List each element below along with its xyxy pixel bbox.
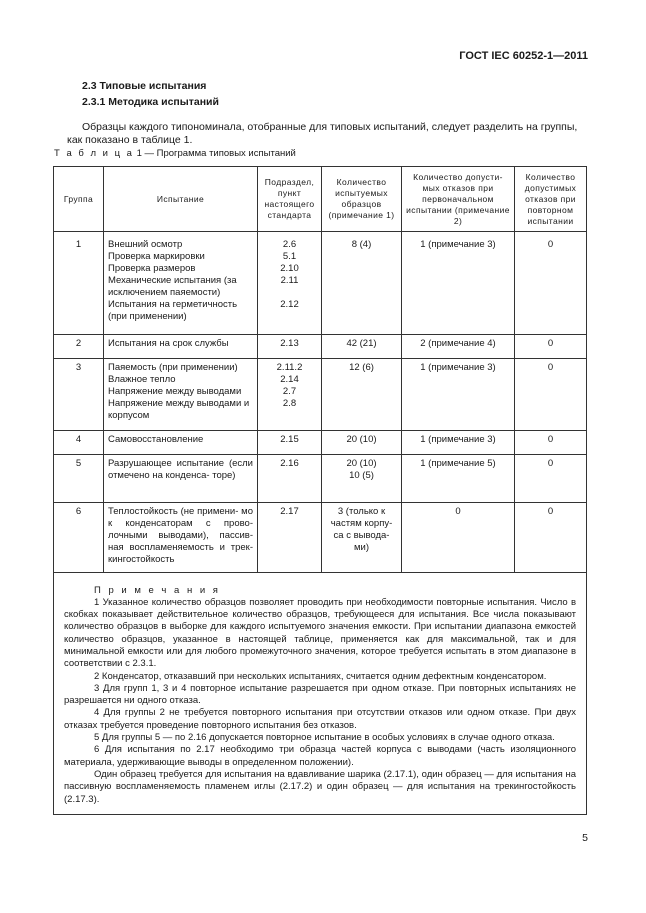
clause-item: 2.10 <box>280 263 299 274</box>
test-item: Паяемость (при применении) <box>108 361 238 373</box>
group-cell: 2 <box>54 334 104 358</box>
samples-cell: 42 (21) <box>322 334 402 358</box>
test-item: Испытания на срок службы <box>108 337 229 349</box>
intro-paragraph: Образцы каждого типономинала, отобранные для типовых испытаний, следует разделить на группы, как показано в таблице 1. <box>67 120 578 146</box>
test-item: Внешний осмотр <box>108 239 183 250</box>
section-heading: 2.3 Типовые испытания <box>82 80 207 92</box>
column-header: Испытание <box>104 167 258 232</box>
test-program-table <box>53 166 587 815</box>
test-item: Самовосстановление <box>108 433 204 445</box>
clause-cell: 2.16 <box>258 454 322 502</box>
test-cell <box>104 454 258 502</box>
samples-cell: 20 (10) <box>322 430 402 454</box>
table-caption-prefix: Т а б л и ц а <box>54 148 134 159</box>
column-header: Количество допустимых отказов при повторном испытании <box>515 167 587 232</box>
column-header: Количество испытуемых образцов (примечание 1) <box>322 167 402 232</box>
table-row <box>54 358 587 430</box>
repeat-failures-cell: 0 <box>515 502 587 572</box>
repeat-failures-cell: 0 <box>515 430 587 454</box>
test-cell <box>104 334 258 358</box>
table-caption-text: 1 — Программа типовых испытаний <box>133 148 296 159</box>
note-item: Один образец требуется для испытания на вдавливание шарика (2.17.1), один образец — для испытания на пассивную воспламеняемость пламенем иглы (2.17.2) и один образец — для испытания на трекингостойкость (2.17.3). <box>64 768 576 805</box>
test-item: Теплостойкость (не примени- мо к конденсаторам с прово- лочными выводами), пассив- ная воспламеняемость и трек- кингостойкость <box>108 505 253 565</box>
test-item: Механические испытания (за исключением паяемости) <box>108 275 237 298</box>
table-row <box>54 502 587 572</box>
test-item: Напряжение между выводами <box>108 385 242 397</box>
note-item: 3 Для групп 1, 3 и 4 повторное испытание разрешается при одном отказе. При повторных испытаниях не разрешается ни одного отказа. <box>64 682 576 707</box>
group-cell: 4 <box>54 430 104 454</box>
table-row <box>54 334 587 358</box>
table-row <box>54 430 587 454</box>
column-header: Количество допусти- мых отказов при первоначальном испытании (примечание 2) <box>402 167 515 232</box>
initial-failures-cell: 1 (примечание 3) <box>402 236 515 334</box>
column-header: Группа <box>54 167 104 232</box>
samples-cell: 12 (6) <box>322 358 402 430</box>
table-row <box>54 454 587 502</box>
test-item: Влажное тепло <box>108 373 176 385</box>
note-item: 2 Конденсатор, отказавший при нескольких испытаниях, считается одним дефектным конденсатором. <box>94 670 547 682</box>
clause-item: 2.6 <box>282 239 297 250</box>
test-cell <box>104 430 258 454</box>
repeat-failures-cell: 0 <box>515 236 587 334</box>
test-item: Разрушающее испытание (если отмечено на конденса- торе) <box>108 457 253 481</box>
repeat-failures-cell: 0 <box>515 454 587 502</box>
repeat-failures-cell: 0 <box>515 358 587 430</box>
clause-item <box>262 287 317 299</box>
test-cell <box>104 236 258 334</box>
clause-item: 2.11.2 <box>276 361 303 373</box>
clause-cell: 2.15 <box>258 430 322 454</box>
clause-item: 2.14 <box>280 373 299 385</box>
clause-item: 2.7 <box>282 385 297 397</box>
clause-cell <box>258 236 322 334</box>
note-item: 1 Указанное количество образцов позволяет проводить при необходимости повторные испытания. Число в скобках показывает действительное количество образцов, требующееся для испытания. Все числа показывают количество образцов в выборке для каждого испытуемого значения емкости. При испытании диапазона емкостей количество образцов, указанное в настоящей таблице, применяется как для максимальной, так и для минимальной емкости или для любого промежуточного значения, которое требуется испытать в этом диапазоне в соответствии с 2.3.1. <box>64 596 576 670</box>
notes-cell <box>54 572 587 814</box>
note-item: 4 Для группы 2 не требуется повторного испытания при отсутствии отказов или одном отказе. При двух отказах требуется проведение повторного испытания без отказов. <box>64 707 576 731</box>
initial-failures-cell: 1 (примечание 5) <box>402 454 515 502</box>
table-row <box>54 236 587 334</box>
group-cell: 6 <box>54 502 104 572</box>
initial-failures-cell: 1 (примечание 3) <box>402 430 515 454</box>
page-number: 5 <box>582 832 588 844</box>
column-header: Подраздел, пункт настоящего стандарта <box>258 167 322 232</box>
clause-item: 5.1 <box>282 251 297 262</box>
initial-failures-cell: 1 (примечание 3) <box>402 358 515 430</box>
clause-cell: 2.17 <box>258 502 322 572</box>
table-caption <box>54 148 296 159</box>
test-item: Проверка размеров <box>108 263 196 274</box>
clause-item: 2.8 <box>282 397 297 409</box>
initial-failures-cell: 0 <box>402 502 515 572</box>
group-cell: 5 <box>54 454 104 502</box>
subsection-heading: 2.3.1 Методика испытаний <box>82 96 219 108</box>
samples-cell: 8 (4) <box>322 236 402 334</box>
group-cell: 3 <box>54 358 104 430</box>
test-item: Напряжение между выводами и корпусом <box>108 397 250 421</box>
table-header-row <box>54 167 587 232</box>
clause-cell <box>258 358 322 430</box>
clause-cell: 2.13 <box>258 334 322 358</box>
clause-item: 2.12 <box>280 299 299 310</box>
clause-item: 2.11 <box>280 275 299 286</box>
test-cell <box>104 502 258 572</box>
samples-cell: 20 (10) 10 (5) <box>322 454 402 502</box>
initial-failures-cell: 2 (примечание 4) <box>402 334 515 358</box>
test-cell <box>104 358 258 430</box>
note-item: 5 Для группы 5 — по 2.16 допускается повторное испытание в особых условиях в случае одного отказа. <box>94 732 555 744</box>
repeat-failures-cell: 0 <box>515 334 587 358</box>
document-id: ГОСТ IEC 60252-1—2011 <box>459 50 588 62</box>
note-item: 6 Для испытания по 2.17 необходимо три образца частей корпуса с выводами (часть изоляционного материала, удерживающие выводы в определенном положении). <box>64 744 576 768</box>
test-item: Проверка маркировки <box>108 251 205 262</box>
notes-row <box>54 572 587 814</box>
notes-title: П р и м е ч а н и я <box>94 584 221 596</box>
group-cell: 1 <box>54 236 104 334</box>
test-item: Испытания на герметичность (при применении) <box>108 299 238 322</box>
samples-cell: 3 (только к частям корпу- са с вывода- ми) <box>322 502 402 572</box>
